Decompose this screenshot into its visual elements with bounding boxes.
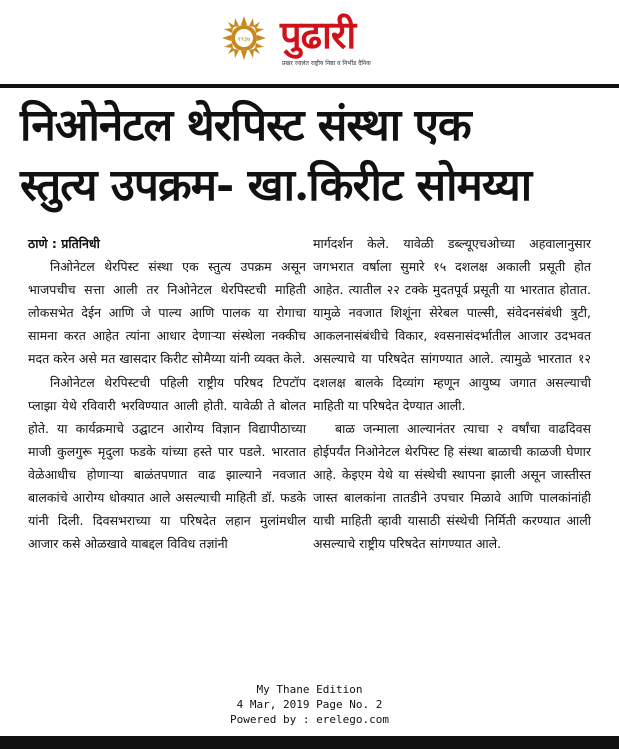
article-headline bbox=[20, 96, 610, 216]
bottom-bar bbox=[0, 736, 619, 749]
headline-line-2: स्तुत्य उपक्रम- खा.किरीट सोमय्या bbox=[20, 160, 532, 211]
powered-by-label: Powered by : erelego.com bbox=[230, 713, 389, 726]
dateline: ठाणे : प्रतिनिधी bbox=[28, 236, 100, 251]
brand-tagline: प्रखर ज्वलंत राष्ट्रीय निष्ठा व निर्भीड दैनिक bbox=[282, 60, 371, 67]
masthead bbox=[0, 0, 619, 80]
sun-emblem-icon bbox=[222, 16, 266, 60]
headline-line-1: निओनेटल थेरपिस्ट संस्था एक bbox=[20, 100, 471, 151]
article-column-left bbox=[28, 232, 306, 555]
brand-name: पुढारी bbox=[280, 13, 356, 57]
paragraph: निओनेटल थेरपिस्टची पहिली राष्ट्रीय परिषद टिपटॉप प्लाझा येथे रविवारी भरविण्यात आली होती. यावेळी ते बोलत होते. या कार्यक्रमाचे उद्घाटन आरोग्य विज्ञान विद्यापीठाच्या माजी कुलगुरू मृदुला फडके यांच्या हस्ते पार पडले. भारतात वेळेआधीच होणाऱ्या बाळंतपणात वाढ झाल्याने नवजात बालकांचे आरोग्य धोक्यात आले असल्याची माहिती डॉ. फडके यांनी दिली. दिवसभराच्या या परिषदेत लहान मुलांमधील आजार कसे ओळखावे याबद्दल विविध तज्ञांनी bbox=[28, 374, 306, 552]
paragraph: निओनेटल थेरपिस्ट संस्था एक स्तुत्य उपक्रम असून भाजपचीच सत्ता आली तर निओनेटल थेरपिस्टची माहिती लोकसभेत देईन आणि जे पाल्य आणि पालक या रोगाचा सामना करत आहेत त्यांना आधार देणाऱ्या संस्थेला नक्कीच मदत करेन असे मत खासदार किरीट सोमैय्या यांनी व्यक्त केले. bbox=[28, 259, 306, 367]
edition-label: My Thane Edition bbox=[256, 683, 363, 696]
paragraph: बाळ जन्माला आल्यानंतर त्याचा २ वर्षांचा वाढदिवस होईपर्यंत निओनेटल थेरपिस्ट हि संस्था बाळाची काळजी घेणार आहे. केइएम येथे या संस्थेची स्थापना झाली असून जास्तीस्त जास्त बालकांना तातडीने उपचार मिळावे आणि पालकांनांही याची माहिती व्हावी यासाठी संस्थेची निर्मिती करण्यात आली असल्याचे राष्ट्रीय परिषदेत सांगण्यात आले. bbox=[313, 420, 591, 552]
page-footer bbox=[0, 682, 619, 727]
header-divider bbox=[0, 84, 619, 88]
paragraph: मार्गदर्शन केले. यावेळी डब्ल्यूएचओच्या अहवालानुसार जगभरात वर्षाला सुमारे १५ दशलक्ष अकाली प्रसूती होत आहेत. त्यातील २२ टक्के मुदतपूर्व प्रसूती या भारतात होतात. यामुळे नवजात शिशूंना सेरेबल पाल्सी, संवेदनसंबंधी त्रुटी, आकलनासंबंधीचे विकार, श्वसनासंदर्भातील आजार उदभवत असल्याचे या परिषदेत सांगण्यात आले. त्यामुळे भारतात १२ दशलक्ष बालके दिव्यांग म्हणून आयुष्य जगात असल्याची माहिती या परिषदेत देण्यात आली. bbox=[313, 236, 591, 413]
emblem-year: १९३७ bbox=[237, 36, 251, 43]
article-column-right bbox=[313, 232, 591, 555]
date-page-label: 4 Mar, 2019 Page No. 2 bbox=[236, 698, 383, 711]
brand-logo bbox=[270, 12, 430, 72]
